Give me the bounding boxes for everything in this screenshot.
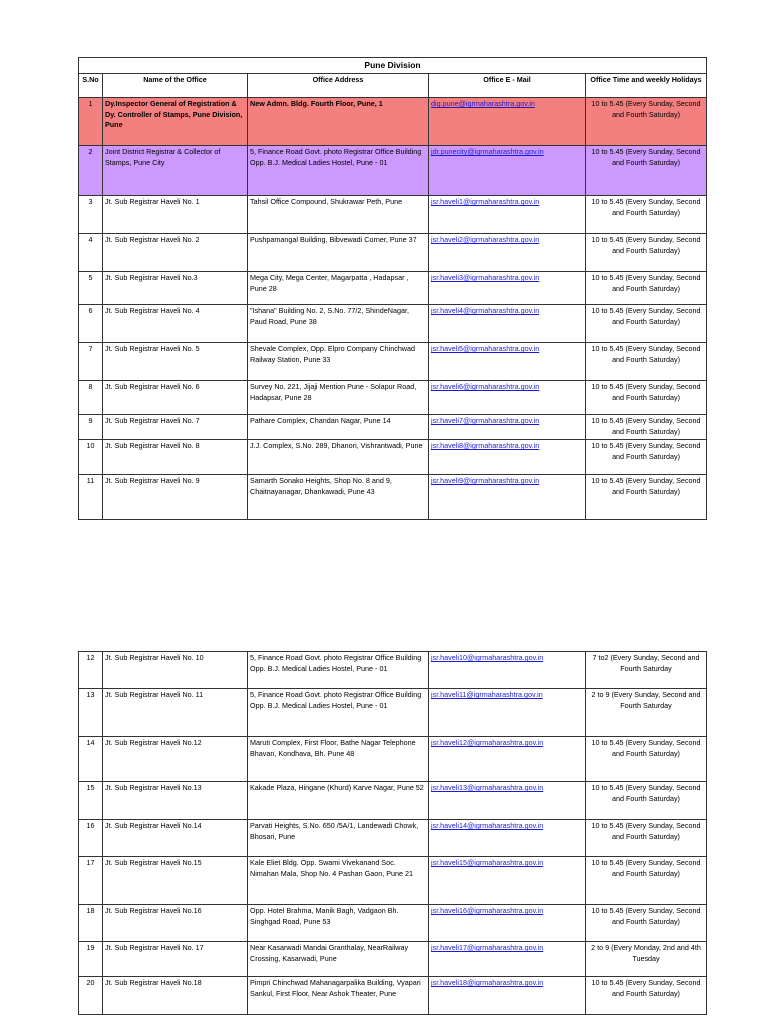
table-row [79,305,707,343]
office-name: Jt. Sub Registrar Haveli No. 6 [103,381,248,415]
office-time: 10 to 5.45 (Every Sunday, Second and Fourth Saturday) [586,782,707,820]
office-sno: 9 [79,415,103,440]
office-email-link[interactable]: jsr.haveli15@igrmaharashtra.gov.in [429,857,586,905]
office-address: Pimpri Chinchwad Mahanagarpalika Building, Vyapari Sankul, First Floor, Near Ashok Theater, Pune [248,977,429,1015]
office-email-link[interactable]: jsr.haveli9@igrmaharashtra.gov.in [429,475,586,520]
office-email-link[interactable]: jdr.punecity@igrmaharashtra.gov.in [429,146,586,196]
office-time: 10 to 5.45 (Every Sunday, Second and Fourth Saturday) [586,440,707,475]
office-time: 10 to 5.45 (Every Sunday, Second and Fourth Saturday) [586,305,707,343]
office-name: Jt. Sub Registrar Haveli No. 9 [103,475,248,520]
office-time: 2 to 9 (Every Sunday, Second and Fourth Saturday [586,689,707,737]
office-email-link[interactable]: jsr.haveli14@igrmaharashtra.gov.in [429,820,586,857]
table-row [79,98,707,146]
office-name: Jt. Sub Registrar Haveli No. 1 [103,196,248,234]
office-time: 10 to 5.45 (Every Sunday, Second and Fourth Saturday) [586,196,707,234]
table-row [79,737,707,782]
table-row [79,857,707,905]
office-address: Opp. Hotel Brahma, Manik Bagh, Vadgaon Bh. Singhgad Road, Pune 53 [248,905,429,942]
office-sno: 10 [79,440,103,475]
office-time: 10 to 5.45 (Every Sunday, Second and Fourth Saturday) [586,234,707,272]
office-name: Jt. Sub Registrar Haveli No. 5 [103,343,248,381]
office-time: 10 to 5.45 (Every Sunday, Second and Fourth Saturday) [586,272,707,305]
office-name: Jt. Sub Registrar Haveli No.13 [103,782,248,820]
office-name: Jt. Sub Registrar Haveli No. 11 [103,689,248,737]
header-sno: S.No [79,74,103,98]
office-time: 10 to 5.45 (Every Sunday, Second and Fourth Saturday) [586,415,707,440]
office-name: Jt. Sub Registrar Haveli No. 8 [103,440,248,475]
office-sno: 12 [79,652,103,689]
office-sno: 6 [79,305,103,343]
office-email-link[interactable]: jsr.haveli18@igrmaharashtra.gov.in [429,977,586,1015]
office-name: Jt. Sub Registrar Haveli No.14 [103,820,248,857]
office-address: 5, Finance Road Govt. photo Registrar Office Building Opp. B.J. Medical Ladies Hostel, Pune - 01 [248,146,429,196]
office-address: Maruti Complex, First Floor, Bathe Nagar Telephone Bhavan, Kondhava, Bh. Pune 48 [248,737,429,782]
office-sno: 19 [79,942,103,977]
office-time: 10 to 5.45 (Every Sunday, Second and Fourth Saturday) [586,146,707,196]
office-table-2 [78,651,707,1015]
office-sno: 11 [79,475,103,520]
office-sno: 5 [79,272,103,305]
office-email-link[interactable]: jsr.haveli13@igrmaharashtra.gov.in [429,782,586,820]
table-row [79,782,707,820]
office-time: 10 to 5.45 (Every Sunday, Second and Fourth Saturday) [586,857,707,905]
office-sno: 17 [79,857,103,905]
table-row [79,381,707,415]
table-row [79,272,707,305]
office-name: Jt. Sub Registrar Haveli No. 10 [103,652,248,689]
office-email-link[interactable]: jsr.haveli12@igrmaharashtra.gov.in [429,737,586,782]
office-email-link[interactable]: jsr.haveli11@igrmaharashtra.gov.in [429,689,586,737]
office-email-link[interactable]: jsr.haveli2@igrmaharashtra.gov.in [429,234,586,272]
office-sno: 1 [79,98,103,146]
office-name: Jt. Sub Registrar Haveli No. 17 [103,942,248,977]
office-sno: 4 [79,234,103,272]
office-name: Jt. Sub Registrar Haveli No.18 [103,977,248,1015]
table-row [79,977,707,1015]
office-address: Kale Eliet Bldg. Opp. Swami Vivekanand Soc. Nimahan Mala, Shop No. 4 Pashan Gaon, Pune 21 [248,857,429,905]
office-name: Jt. Sub Registrar Haveli No.12 [103,737,248,782]
office-address: Mega City, Mega Center, Magarpatta , Hadapsar , Pune 28 [248,272,429,305]
office-time: 10 to 5.45 (Every Sunday, Second and Fourth Saturday) [586,905,707,942]
office-email-link[interactable]: jsr.haveli10@igrmaharashtra.gov.in [429,652,586,689]
header-email: Office E - Mail [429,74,586,98]
table-row [79,343,707,381]
header-row [79,74,707,98]
office-address: J.J. Complex, S.No. 289, Dhanori, Vishrantwadi, Pune [248,440,429,475]
table-row [79,146,707,196]
office-time: 10 to 5.45 (Every Sunday, Second and Fourth Saturday) [586,343,707,381]
office-time: 10 to 5.45 (Every Sunday, Second and Fourth Saturday) [586,98,707,146]
header-time: Office Time and weekly Holidays [586,74,707,98]
office-sno: 18 [79,905,103,942]
office-email-link[interactable]: jsr.haveli8@igrmaharashtra.gov.in [429,440,586,475]
office-sno: 13 [79,689,103,737]
table-row [79,942,707,977]
office-email-link[interactable]: jsr.haveli17@igrmaharashtra.gov.in [429,942,586,977]
office-address: Shevale Complex, Opp. Elpro Company Chinchwad Railway Station, Pune 33 [248,343,429,381]
office-sno: 16 [79,820,103,857]
table-row [79,415,707,440]
office-address: Kakade Plaza, Hingane (Khurd) Karve Nagar, Pune 52 [248,782,429,820]
office-sno: 20 [79,977,103,1015]
office-address: Samarth Sonako Heights, Shop No. 8 and 9, Chaitnayanagar, Dhankawadi, Pune 43 [248,475,429,520]
office-name: Jt. Sub Registrar Haveli No.16 [103,905,248,942]
office-address: Survey No. 221, Jijaji Mention Pune - Solapur Road, Hadapsar, Pune 28 [248,381,429,415]
office-sno: 14 [79,737,103,782]
table-row [79,652,707,689]
office-time: 10 to 5.45 (Every Sunday, Second and Fourth Saturday) [586,737,707,782]
office-address: New Admn. Bldg. Fourth Floor, Pune, 1 [248,98,429,146]
office-address: 5, Finance Road Govt. photo Registrar Office Building Opp. B.J. Medical Ladies Hostel, Pune - 01 [248,689,429,737]
office-sno: 2 [79,146,103,196]
office-address: Near Kasarwadi Mandai Granthalay, NearRailway Crossing, Kasarwadi, Pune [248,942,429,977]
office-name: Jt. Sub Registrar Haveli No. 4 [103,305,248,343]
office-time: 7 to2 (Every Sunday, Second and Fourth Saturday [586,652,707,689]
office-address: 5, Finance Road Govt. photo Registrar Office Building Opp. B.J. Medical Ladies Hostel, Pune - 01 [248,652,429,689]
office-time: 10 to 5.45 (Every Sunday, Second and Fourth Saturday) [586,381,707,415]
office-address: Tahsil Office Compound, Shukrawar Peth, Pune [248,196,429,234]
table-row [79,905,707,942]
table-row [79,196,707,234]
table-row [79,475,707,520]
office-sno: 15 [79,782,103,820]
office-email-link[interactable]: jsr.haveli1@igrmaharashtra.gov.in [429,196,586,234]
office-name: Jt. Sub Registrar Haveli No.3 [103,272,248,305]
table-row [79,689,707,737]
office-email-link[interactable]: jsr.haveli16@igrmaharashtra.gov.in [429,905,586,942]
office-time: 10 to 5.45 (Every Sunday, Second and Fourth Saturday) [586,977,707,1015]
office-email-link[interactable]: dig.pune@igrmaharashtra.gov.in [429,98,586,146]
office-name: Joint District Registrar & Collector of Stamps, Pune City [103,146,248,196]
table-row [79,820,707,857]
office-time: 10 to 5.45 (Every Sunday, Second and Fourth Saturday) [586,475,707,520]
office-time: 2 to 9 (Every Monday, 2nd and 4th Tuesday [586,942,707,977]
header-name: Name of the Office [103,74,248,98]
office-name: Dy.Inspector General of Registration & Dy. Controller of Stamps, Pune Division, Pune [103,98,248,146]
office-sno: 8 [79,381,103,415]
office-email-link[interactable]: jsr.haveli7@igrmaharashtra.gov.in [429,415,586,440]
office-name: Jt. Sub Registrar Haveli No. 7 [103,415,248,440]
office-address: Parvati Heights, S.No. 650 /5A/1, Landewadi Chowk, Bhosari, Pune [248,820,429,857]
office-email-link[interactable]: jsr.haveli6@igrmaharashtra.gov.in [429,381,586,415]
division-title: Pune Division [79,58,707,74]
office-table-1 [78,57,707,520]
office-address: Pathare Complex, Chandan Nagar, Pune 14 [248,415,429,440]
office-email-link[interactable]: jsr.haveli3@igrmaharashtra.gov.in [429,272,586,305]
office-time: 10 to 5.45 (Every Sunday, Second and Fourth Saturday) [586,820,707,857]
office-email-link[interactable]: jsr.haveli4@igrmaharashtra.gov.in [429,305,586,343]
office-address: "Ishana" Building No. 2, S.No. 77/2, ShindeNagar, Paud Road, Pune 38 [248,305,429,343]
office-sno: 7 [79,343,103,381]
office-sno: 3 [79,196,103,234]
office-name: Jt. Sub Registrar Haveli No. 2 [103,234,248,272]
office-address: Pushpamangal Building, Bibvewadi Corner, Pune 37 [248,234,429,272]
table-row [79,440,707,475]
header-address: Office Address [248,74,429,98]
office-email-link[interactable]: jsr.haveli5@igrmaharashtra.gov.in [429,343,586,381]
office-name: Jt. Sub Registrar Haveli No.15 [103,857,248,905]
table-row [79,234,707,272]
